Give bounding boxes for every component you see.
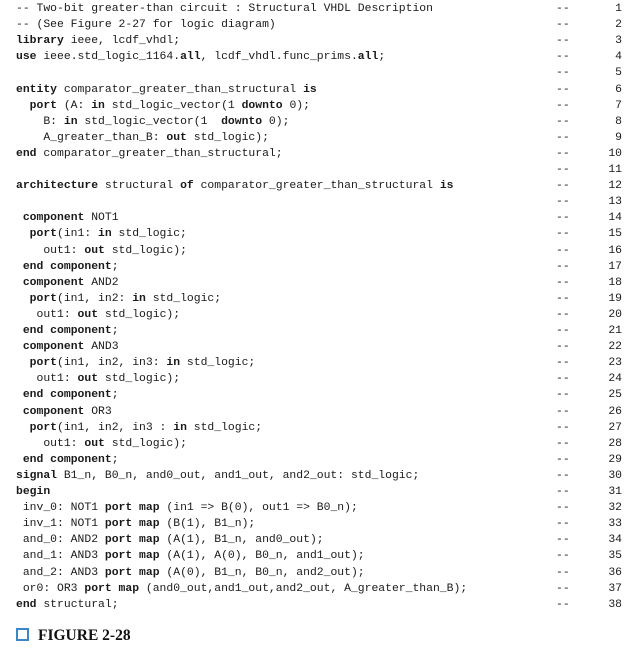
code-token: [16, 357, 30, 369]
line-marker: --: [556, 437, 570, 450]
line-number-value: 8: [615, 115, 622, 128]
code-token: -- (See Figure 2-27 for logic diagram): [16, 19, 276, 32]
code-line: [0, 275, 634, 291]
code-token: std_logic);: [98, 308, 181, 321]
code-line: [0, 162, 634, 178]
code-keyword: end component: [22, 260, 112, 273]
line-marker: --: [556, 373, 570, 386]
code-line: [0, 243, 634, 259]
code-line: [0, 226, 634, 242]
code-line: [0, 436, 634, 452]
line-marker: --: [556, 550, 570, 563]
code-token: and_1: AND3: [16, 550, 105, 563]
code-text: [16, 339, 119, 355]
code-keyword: component: [22, 276, 85, 289]
code-text: [16, 49, 385, 65]
code-keyword: in: [132, 292, 146, 305]
code-token: ;: [111, 260, 119, 273]
code-token: B:: [16, 115, 64, 128]
code-line: [0, 291, 634, 307]
code-line: [0, 82, 634, 98]
code-token: ;: [111, 325, 119, 337]
code-keyword: port: [29, 228, 58, 241]
line-number-value: 26: [608, 405, 622, 418]
line-marker: --: [556, 51, 570, 64]
code-token: or0: OR3: [16, 582, 85, 595]
code-text: [16, 516, 255, 532]
code-keyword: entity: [16, 83, 58, 96]
line-marker: --: [556, 598, 570, 611]
code-text: [16, 178, 453, 194]
code-line: [0, 468, 634, 484]
code-keyword: library: [16, 35, 64, 48]
line-marker: --: [556, 453, 570, 466]
line-number-value: 28: [608, 437, 622, 450]
code-keyword: component: [22, 212, 85, 225]
code-keyword: out: [84, 244, 105, 257]
line-number-value: 10: [608, 147, 622, 160]
code-keyword: in: [166, 357, 181, 370]
line-marker: --: [556, 308, 570, 321]
code-token: std_logic_vector(1: [77, 115, 222, 128]
line-number-value: 19: [608, 292, 622, 305]
code-token: std_logic;: [145, 292, 222, 305]
code-token: comparator_greater_than_structural: [193, 180, 440, 193]
line-marker: --: [556, 19, 570, 32]
code-keyword: port map: [104, 502, 160, 515]
line-marker: --: [556, 325, 570, 337]
line-number-value: 37: [608, 582, 622, 595]
code-keyword: out: [84, 437, 105, 450]
code-token: (A(1), A(0), B0_n, and1_out);: [159, 550, 365, 563]
code-token: (in1, in2, in3 :: [57, 421, 174, 434]
code-token: std_logic);: [186, 131, 269, 144]
code-line: [0, 114, 634, 130]
line-number-value: 3: [615, 35, 622, 48]
line-marker: --: [556, 147, 570, 160]
code-text: [16, 565, 365, 581]
code-keyword: downto: [241, 99, 283, 112]
code-token: [16, 325, 23, 337]
line-number-value: 34: [608, 534, 622, 547]
code-token: AND2: [84, 276, 119, 289]
code-keyword: out: [166, 131, 187, 144]
figure-label: FIGURE 2-28: [38, 627, 131, 644]
code-text: [16, 581, 467, 597]
line-marker: --: [556, 83, 570, 96]
code-text: [16, 436, 187, 452]
line-number-value: 36: [608, 566, 622, 579]
line-number-value: 7: [615, 99, 622, 112]
code-keyword: port: [29, 357, 58, 370]
line-marker: --: [556, 566, 570, 579]
line-number-value: 24: [608, 373, 622, 386]
code-token: [16, 277, 23, 289]
code-line: [0, 548, 634, 564]
code-token: OR3: [84, 405, 112, 418]
line-marker: --: [556, 421, 570, 434]
line-marker: --: [556, 405, 570, 418]
code-keyword: port: [29, 421, 58, 434]
code-text: [16, 33, 180, 49]
line-number-value: 5: [615, 67, 622, 80]
code-line: [0, 49, 634, 65]
code-keyword: of: [180, 180, 194, 193]
line-marker: --: [556, 212, 570, 225]
figure-caption: [16, 627, 131, 645]
code-line: [0, 194, 634, 210]
code-token: [16, 212, 23, 224]
code-token: [16, 422, 30, 434]
code-keyword: component: [22, 341, 85, 354]
line-marker: --: [556, 244, 570, 257]
line-marker: --: [556, 534, 570, 547]
code-line: [0, 581, 634, 597]
code-token: [16, 389, 23, 401]
line-marker: --: [556, 469, 570, 482]
code-token: (and0_out,and1_out,and2_out, A_greater_than_B);: [139, 582, 468, 595]
code-token: std_logic;: [186, 421, 263, 434]
line-number-value: 32: [608, 502, 622, 515]
line-number-value: 20: [608, 308, 622, 321]
code-token: out1:: [16, 244, 85, 257]
code-keyword: end component: [22, 453, 112, 466]
code-keyword: port map: [104, 534, 160, 547]
line-number-value: 23: [608, 357, 622, 370]
code-text: [16, 259, 119, 275]
code-text: [16, 597, 119, 613]
code-token: ;: [378, 51, 386, 64]
code-token: out1:: [16, 308, 78, 321]
code-line: [0, 146, 634, 162]
line-number-value: 33: [608, 518, 622, 531]
code-keyword: all: [180, 51, 201, 64]
code-keyword: out: [77, 308, 99, 321]
code-line: [0, 339, 634, 355]
code-text: [16, 404, 112, 420]
line-number-value: 1: [615, 3, 622, 15]
code-keyword: component: [22, 405, 85, 418]
code-line: [0, 307, 634, 323]
code-text: [16, 130, 269, 146]
code-keyword: in: [91, 99, 105, 112]
code-line: [0, 178, 634, 194]
line-marker: --: [556, 518, 570, 531]
code-text: [16, 323, 119, 339]
code-token: structural: [98, 180, 181, 193]
line-number-value: 6: [615, 83, 622, 96]
code-keyword: is: [303, 83, 317, 96]
code-token: [16, 406, 23, 418]
code-keyword: all: [357, 51, 379, 64]
code-token: (A(0), B1_n, B0_n, and2_out);: [159, 566, 365, 579]
code-line: [0, 420, 634, 436]
code-token: [16, 454, 23, 466]
line-number-value: 21: [608, 325, 622, 337]
line-marker: --: [556, 292, 570, 305]
code-text: [16, 291, 221, 307]
code-token: inv_0: NOT1: [16, 502, 105, 515]
code-token: and_0: AND2: [16, 534, 105, 547]
code-token: comparator_greater_than_structural: [57, 83, 304, 96]
code-token: (A(1), B1_n, and0_out);: [159, 534, 324, 547]
code-keyword: downto: [221, 115, 263, 128]
code-line: [0, 387, 634, 403]
line-marker: --: [556, 180, 570, 193]
code-text: [16, 387, 119, 403]
line-marker: --: [556, 260, 570, 273]
code-text: [16, 275, 119, 291]
code-token: [16, 341, 23, 353]
code-keyword: out: [77, 373, 99, 386]
line-marker: --: [556, 131, 570, 144]
code-keyword: port map: [104, 566, 160, 579]
line-marker: --: [556, 357, 570, 370]
code-token: (A:: [57, 99, 92, 112]
code-keyword: use: [16, 51, 37, 64]
code-token: B1_n, B0_n, and0_out, and1_out, and2_out: std_logic;: [57, 469, 420, 482]
line-marker: --: [556, 486, 570, 498]
code-token: comparator_greater_than_structural;: [36, 147, 283, 160]
line-number-value: 25: [608, 389, 622, 402]
code-text: [16, 307, 180, 323]
code-token: (in1, in2, in3:: [57, 357, 167, 370]
line-marker: --: [556, 67, 570, 80]
line-number-value: 31: [608, 486, 622, 498]
line-marker: --: [556, 276, 570, 289]
code-token: (in1 => B(0), out1 => B0_n);: [159, 502, 358, 515]
code-token: std_logic_vector(1: [104, 99, 242, 112]
line-marker: --: [556, 582, 570, 595]
code-keyword: in: [98, 228, 112, 241]
line-number-value: 15: [608, 228, 622, 241]
line-number-value: 38: [608, 598, 622, 611]
code-keyword: end: [16, 147, 37, 160]
code-keyword: signal: [16, 469, 58, 482]
code-line: [0, 130, 634, 146]
line-number-value: 29: [608, 453, 622, 466]
line-marker: --: [556, 99, 570, 112]
code-token: [16, 261, 23, 273]
line-marker: --: [556, 502, 570, 515]
line-number-value: 17: [608, 260, 622, 273]
line-marker: --: [556, 3, 570, 15]
code-text: [16, 17, 276, 33]
code-line: [0, 516, 634, 532]
code-line: [0, 65, 634, 81]
code-text: [16, 226, 187, 242]
code-token: std_logic);: [98, 373, 181, 386]
code-token: (B(1), B1_n);: [159, 518, 256, 531]
code-text: [16, 371, 180, 387]
code-token: and_2: AND3: [16, 566, 105, 579]
code-line: [0, 355, 634, 371]
code-text: [16, 1, 433, 17]
code-token: [16, 100, 30, 112]
code-keyword: end component: [22, 389, 112, 402]
line-number-value: 12: [608, 180, 622, 193]
code-text: [16, 532, 324, 548]
code-token: ieee.std_logic_1164.: [36, 51, 181, 64]
code-text: [16, 210, 119, 226]
code-line: [0, 17, 634, 33]
code-line: [0, 98, 634, 114]
code-line: [0, 404, 634, 420]
code-token: ;: [111, 389, 119, 402]
code-text: [16, 484, 50, 500]
code-token: inv_1: NOT1: [16, 518, 105, 531]
code-token: NOT1: [84, 212, 119, 225]
line-number-value: 30: [608, 469, 622, 482]
code-keyword: port: [29, 292, 58, 305]
code-text: [16, 355, 255, 371]
code-line: [0, 565, 634, 581]
code-token: std_logic;: [180, 357, 256, 370]
code-line: [0, 259, 634, 275]
code-token: 0);: [262, 115, 290, 128]
code-token: [16, 228, 30, 240]
code-line: [0, 452, 634, 468]
line-number-value: 2: [615, 19, 622, 32]
code-keyword: in: [63, 115, 78, 128]
line-number-value: 22: [608, 341, 622, 354]
code-token: , lcdf_vhdl.func_prims.: [200, 51, 358, 64]
code-keyword: end: [16, 598, 37, 611]
line-number-value: 16: [608, 244, 622, 257]
line-number-value: 9: [615, 131, 622, 144]
code-text: [16, 452, 119, 468]
code-token: A_greater_than_B:: [16, 131, 167, 144]
code-text: [16, 114, 289, 130]
code-token: structural;: [36, 598, 119, 611]
line-marker: --: [556, 115, 570, 128]
code-token: std_logic);: [104, 244, 187, 257]
code-token: AND3: [84, 341, 119, 354]
code-keyword: in: [173, 421, 187, 434]
line-marker: --: [556, 164, 570, 176]
code-keyword: port map: [104, 550, 160, 563]
line-number-value: 35: [608, 550, 622, 563]
code-token: ieee, lcdf_vhdl;: [63, 35, 181, 48]
line-number-value: 4: [615, 51, 622, 64]
code-token: 0);: [282, 99, 310, 112]
code-line: [0, 33, 634, 49]
code-line: [0, 500, 634, 516]
code-token: (in1, in2:: [57, 292, 133, 305]
code-text: [16, 243, 187, 259]
code-keyword: port map: [104, 518, 160, 531]
code-token: -- Two-bit greater-than circuit : Structural VHDL Description: [16, 3, 433, 15]
line-marker: --: [556, 196, 570, 209]
code-text: [16, 146, 283, 162]
code-keyword: end component: [22, 325, 112, 337]
code-text: [16, 500, 358, 516]
line-marker: --: [556, 341, 570, 354]
code-token: ;: [111, 453, 119, 466]
code-token: [16, 293, 30, 305]
caption-square-icon: [16, 628, 29, 641]
code-keyword: architecture: [16, 180, 99, 193]
line-marker: --: [556, 35, 570, 48]
line-number-value: 14: [608, 212, 622, 225]
code-text: [16, 548, 365, 564]
code-line: [0, 371, 634, 387]
code-keyword: port: [29, 99, 58, 112]
code-line: [0, 323, 634, 339]
code-line: [0, 484, 634, 500]
code-text: [16, 420, 262, 436]
code-line: [0, 532, 634, 548]
code-line: [0, 1, 634, 17]
line-number-value: 11: [608, 164, 622, 176]
line-marker: --: [556, 228, 570, 241]
line-number-value: 18: [608, 276, 622, 289]
code-text: [16, 82, 317, 98]
code-token: std_logic;: [111, 228, 187, 241]
code-line: [0, 597, 634, 613]
code-keyword: begin: [16, 486, 51, 498]
line-number-value: 13: [608, 196, 622, 209]
code-text: [16, 98, 310, 114]
code-token: std_logic);: [104, 437, 187, 450]
code-keyword: is: [439, 180, 454, 193]
code-token: (in1:: [57, 228, 99, 241]
line-marker: --: [556, 389, 570, 402]
code-token: out1:: [16, 437, 85, 450]
line-number-value: 27: [608, 421, 622, 434]
code-text: [16, 468, 419, 484]
code-keyword: port map: [84, 582, 140, 595]
code-line: [0, 210, 634, 226]
code-token: out1:: [16, 373, 78, 386]
